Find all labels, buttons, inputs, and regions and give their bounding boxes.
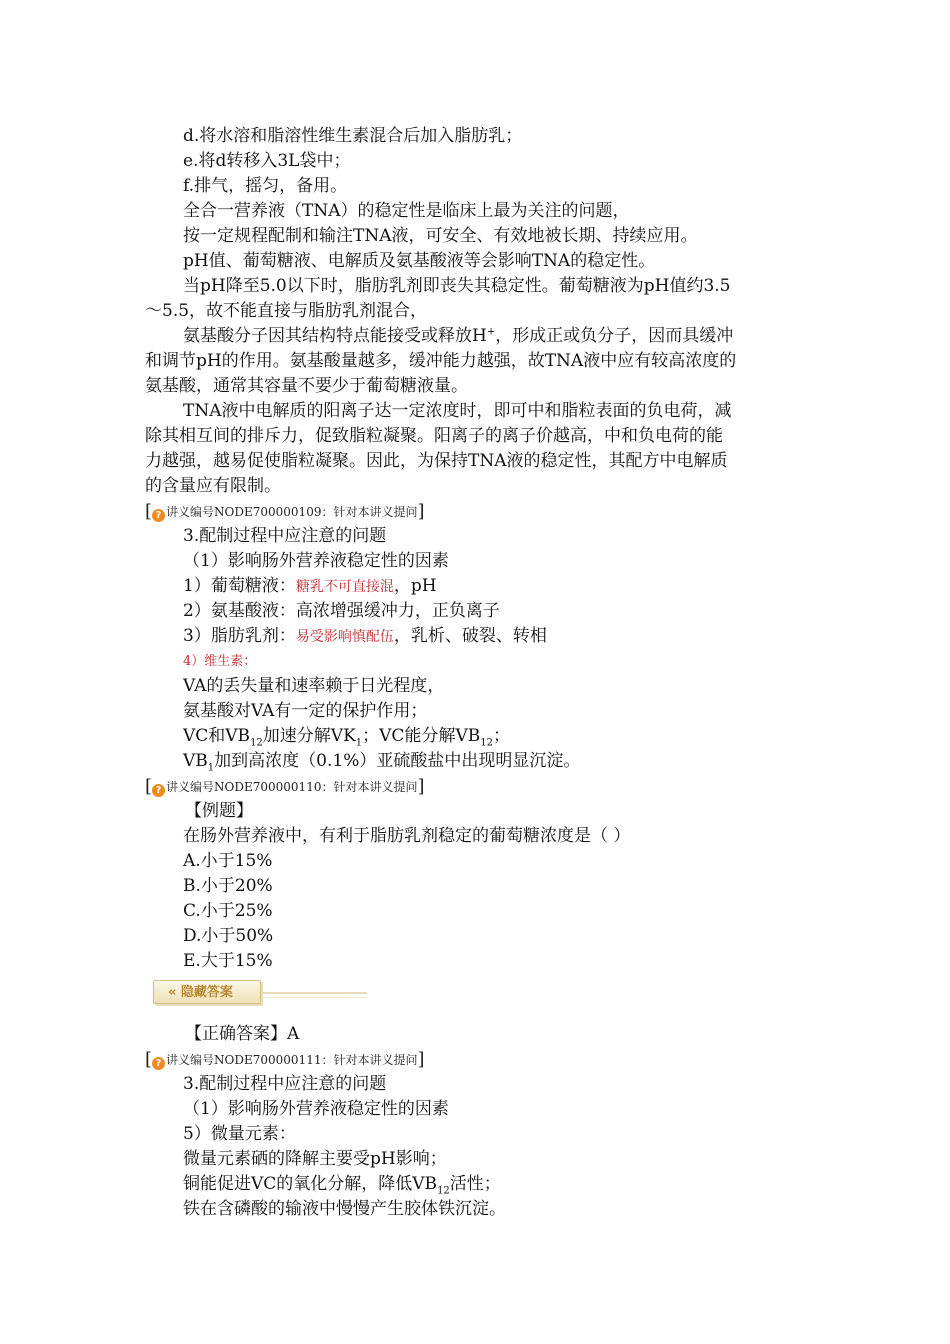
text-segment: 氨基酸分子因其结构特点能接受或释放H bbox=[183, 326, 487, 346]
subscript: 1 bbox=[207, 762, 215, 774]
item-note: 易受影响慎配伍 bbox=[295, 629, 394, 645]
example-question: 在肠外营养液中，有利于脂肪乳剂稳定的葡萄糖浓度是（ ） bbox=[183, 826, 631, 846]
question-icon[interactable]: ? bbox=[152, 509, 165, 522]
answer-toggle-bar bbox=[145, 974, 810, 1022]
text-line: d.将水溶和脂溶性维生素混合后加入脂肪乳； bbox=[183, 126, 523, 146]
bracket-open: [ bbox=[145, 501, 153, 522]
bracket-open: [ bbox=[145, 776, 153, 797]
text-line bbox=[145, 1172, 810, 1197]
text-line: 力越强，越易促使脂粒凝聚。因此，为保持TNA液的稳定性，其配方中电解质 bbox=[145, 451, 728, 471]
subscript: 12 bbox=[250, 737, 263, 749]
text-line: VA的丢失量和速率赖于日光程度， bbox=[183, 676, 445, 696]
text-line: 铁在含磷酸的输液中慢慢产生胶体铁沉淀。 bbox=[183, 1199, 506, 1219]
ask-question-link[interactable]: 讲义编号NODE700000109：针对本讲义提问 bbox=[166, 505, 418, 519]
text-line: 和调节pH的作用。氨基酸量越多，缓冲能力越强，故TNA液中应有较高浓度的 bbox=[145, 351, 737, 371]
option-b: B.小于20% bbox=[183, 876, 273, 896]
divider bbox=[261, 997, 367, 998]
text-line: 当pH降至5.0以下时，脂肪乳剂即丧失其稳定性。葡萄糖液为pH值约3.5 bbox=[183, 276, 731, 296]
text-segment: ； bbox=[492, 726, 510, 746]
section-title: 3.配制过程中应注意的问题 bbox=[183, 1074, 387, 1094]
bracket-close: ] bbox=[417, 501, 425, 522]
text-line bbox=[145, 324, 810, 349]
item-label: 1）葡萄糖液： bbox=[183, 576, 296, 596]
text-segment: VC和VB bbox=[183, 726, 251, 746]
document-content bbox=[145, 124, 810, 1222]
subscript: 12 bbox=[437, 1185, 450, 1197]
question-icon[interactable]: ? bbox=[152, 1057, 165, 1070]
option-d: D.小于50% bbox=[183, 926, 274, 946]
text-line: 氨基酸，通常其容量不要少于葡萄糖液量。 bbox=[145, 376, 468, 396]
correct-answer: 【正确答案】A bbox=[185, 1024, 300, 1044]
lecture-reference bbox=[145, 1047, 810, 1072]
superscript: + bbox=[486, 326, 496, 338]
option-c: C.小于25% bbox=[183, 901, 273, 921]
text-line: 的含量应有限制。 bbox=[145, 476, 281, 496]
ask-question-link[interactable]: 讲义编号NODE700000111：针对本讲义提问 bbox=[166, 1053, 418, 1067]
list-item: 2）氨基酸液：高浓增强缓冲力，正负离子 bbox=[183, 601, 500, 621]
text-line: 全合一营养液（TNA）的稳定性是临床上最为关注的问题， bbox=[183, 201, 630, 221]
section-subtitle: （1）影响肠外营养液稳定性的因素 bbox=[183, 551, 449, 571]
list-item bbox=[145, 624, 810, 649]
text-line: TNA液中电解质的阳离子达一定浓度时，即可中和脂粒表面的负电荷，减 bbox=[183, 401, 732, 421]
item-note: 糖乳不可直接混 bbox=[295, 579, 394, 595]
lecture-reference bbox=[145, 499, 810, 524]
list-item bbox=[145, 574, 810, 599]
list-item: 5）微量元素： bbox=[183, 1124, 296, 1144]
text-line: 除其相互间的排斥力，促致脂粒凝聚。阳离子的离子价越高，中和负电荷的能 bbox=[145, 426, 723, 446]
option-e: E.大于15% bbox=[183, 951, 273, 971]
bracket-close: ] bbox=[417, 1049, 425, 1070]
list-item: 4）维生素： bbox=[183, 654, 257, 669]
text-line: ～5.5，故不能直接与脂肪乳剂混合， bbox=[145, 301, 428, 321]
text-line bbox=[145, 749, 810, 774]
item-tail: ，乳析、破裂、转相 bbox=[393, 626, 547, 646]
text-segment: 加速分解VK bbox=[262, 726, 356, 746]
divider bbox=[261, 992, 367, 994]
text-line: 按一定规程配制和输注TNA液，可安全、有效地被长期、持续应用。 bbox=[183, 226, 698, 246]
question-icon[interactable]: ? bbox=[152, 784, 165, 797]
text-line: e.将d转移入3L袋中； bbox=[183, 151, 351, 171]
ask-question-link[interactable]: 讲义编号NODE700000110：针对本讲义提问 bbox=[166, 780, 418, 794]
text-segment: ；VC能分解VB bbox=[362, 726, 481, 746]
option-a: A.小于15% bbox=[183, 851, 273, 871]
bracket-open: [ bbox=[145, 1049, 153, 1070]
text-segment: 活性； bbox=[449, 1174, 501, 1194]
bracket-close: ] bbox=[417, 776, 425, 797]
text-line: f.排气，摇匀，备用。 bbox=[183, 176, 348, 196]
example-heading: 【例题】 bbox=[185, 801, 253, 821]
text-line bbox=[145, 724, 810, 749]
text-segment: ，形成正或负分子，因而具缓冲 bbox=[495, 326, 734, 346]
section-title: 3.配制过程中应注意的问题 bbox=[183, 526, 387, 546]
subscript: 12 bbox=[480, 737, 493, 749]
hide-answer-button[interactable]: « 隐藏答案 bbox=[153, 980, 261, 1004]
text-line: 氨基酸对VA有一定的保护作用； bbox=[183, 701, 428, 721]
text-line: 微量元素硒的降解主要受pH影响； bbox=[183, 1149, 447, 1169]
section-subtitle: （1）影响肠外营养液稳定性的因素 bbox=[183, 1099, 449, 1119]
lecture-reference bbox=[145, 774, 810, 799]
item-label: 3）脂肪乳剂： bbox=[183, 626, 296, 646]
text-segment: VB bbox=[183, 751, 208, 771]
subscript: 1 bbox=[355, 737, 363, 749]
text-segment: 铜能促进VC的氧化分解，降低VB bbox=[183, 1174, 438, 1194]
item-tail: ，pH bbox=[393, 576, 437, 596]
text-line: pH值、葡萄糖液、电解质及氨基酸液等会影响TNA的稳定性。 bbox=[183, 251, 656, 271]
text-segment: 加到高浓度（0.1%）亚硫酸盐中出现明显沉淀。 bbox=[214, 751, 581, 771]
